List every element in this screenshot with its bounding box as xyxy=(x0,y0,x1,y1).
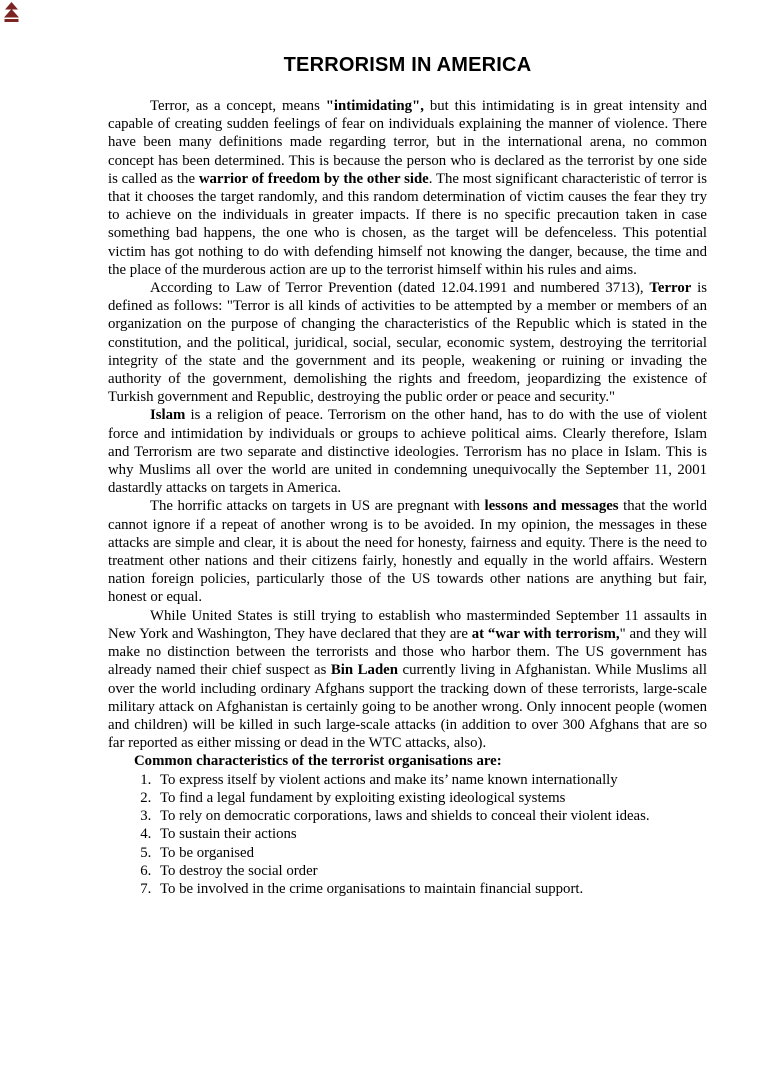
list-item: 1. To express itself by violent actions and make its’ name known internationally xyxy=(155,771,707,789)
characteristics-list xyxy=(108,771,707,899)
page-title: TERRORISM IN AMERICA xyxy=(283,54,532,76)
bold-run: Islam xyxy=(150,407,186,424)
list-item: 7. To be involved in the crime organisations to maintain financial support. xyxy=(155,880,707,898)
bold-run: warrior of freedom by the other side xyxy=(198,170,429,187)
list-item: 6. To destroy the social order xyxy=(155,862,707,880)
text-run: that the world cannot ignore if a repeat of another wrong is to be avoided. In my opinion, the messages in these attacks are simple and clear, it is about the need for honesty, fairness and equity. There is the need to treatment other nations and their citizens fairly, honestly and equally in the world affairs. Western nation foreign policies, particularly those of the US towards other nations are anything but fair, honest or equal. xyxy=(108,498,707,606)
top-triangle xyxy=(5,2,18,10)
text-run: According to Law of Terror Prevention (dated 12.04.1991 and numbered 3713), xyxy=(150,280,650,297)
text-run: currently living in Afghanistan. While Muslims all over the world including ordinary Afghans support the tracking down of these terrorists, large-scale military attack on Afghanistan is certainly going to be another wrong. Only innocent people (women and children) will be killed in such large-scale attacks (in addition to over 300 Afghans that are so far reported as either missing or dead in the WTC attacks, also). xyxy=(108,662,708,752)
paragraph-lessons-messages xyxy=(108,497,707,606)
paragraph-islam-peace xyxy=(108,406,707,497)
text-run: is defined as follows: "Terror is all kinds of activities to be attempted by a member or members of an organization on the purpose of changing the characteristics of the Republic which is stated in the constitution, and the political, juridical, social, secular, economic system, destroying the territorial integrity of the state and the government and its people, weakening or ruining or invading the authority of the government, demolishing the rights and freedom, jeopardizing the existence of Turkish government and Republic, destroying the public order or peace and security." xyxy=(108,280,707,406)
bold-run: Terror xyxy=(649,280,692,297)
list-item: 5. To be organised xyxy=(155,844,707,862)
base-bar xyxy=(5,19,19,22)
document-body xyxy=(108,0,707,899)
text-run: . The most significant characteristic of terror is that it chooses the target randomly, and this random determination of victim causes the fear they try to achieve on the individuals in greater impacts. If there is no specific precaution taken in case something bad happens, the one who is chosen, as the target will be defenceless. This potential victim has got nothing to do with defending himself not knowing the danger, because, the time and the place of the murderous action are up to the terrorist himself within his rules and aims. xyxy=(108,170,707,278)
list-heading xyxy=(134,752,707,770)
bottom-triangle xyxy=(4,9,19,18)
text-run: The horrific attacks on targets in US are pregnant with xyxy=(150,498,485,515)
bold-run: "intimidating", xyxy=(325,98,424,114)
text-run: Terror, as a concept, means xyxy=(150,98,326,114)
paragraph-law-definition xyxy=(108,279,707,406)
text-run: " and they will make no distinction between the terrorists and those who harbor them. The US government has already named their chief suspect as xyxy=(108,625,708,679)
text-run: While United States is still trying to establish who masterminded September 11 assaults in New York and Washington, They have declared that they are xyxy=(108,607,707,642)
bold-run: Common characteristics of the terrorist organisations are: xyxy=(134,753,502,770)
back-to-top-icon xyxy=(3,2,20,23)
back-to-top-icon-svg xyxy=(3,2,20,23)
list-item: 2. To find a legal fundament by exploiting existing ideological systems xyxy=(155,789,707,807)
list-item: 3. To rely on democratic corporations, laws and shields to conceal their violent ideas. xyxy=(155,807,707,825)
list-item: 4. To sustain their actions xyxy=(155,825,707,843)
text-run: but this intimidating is in great intensity and capable of creating sudden feelings of fear on individuals explaining the manner of violence. There have been many definitions made regarding terror, but in the international arena, no common concept has been determined. This is because the person who is declared as the terrorist by one side is called as the xyxy=(108,98,707,187)
bold-run: at “war with terrorism, xyxy=(471,625,620,642)
text-run: is a religion of peace. Terrorism on the other hand, has to do with the use of violent force and intimidation by individuals or groups to achieve political aims. Clearly therefore, Islam and Terrorism are two separate and distinctive ideologies. Terrorism has no place in Islam. This is why Muslims all over the world are united in condemning unequivocally the September 11, 2001 dastardly attacks on targets in America. xyxy=(108,407,707,497)
bold-run: lessons and messages xyxy=(484,498,619,515)
bold-run: Bin Laden xyxy=(330,662,398,679)
paragraph-terror-concept xyxy=(108,97,707,279)
paragraph-war-with-terrorism xyxy=(108,607,707,753)
